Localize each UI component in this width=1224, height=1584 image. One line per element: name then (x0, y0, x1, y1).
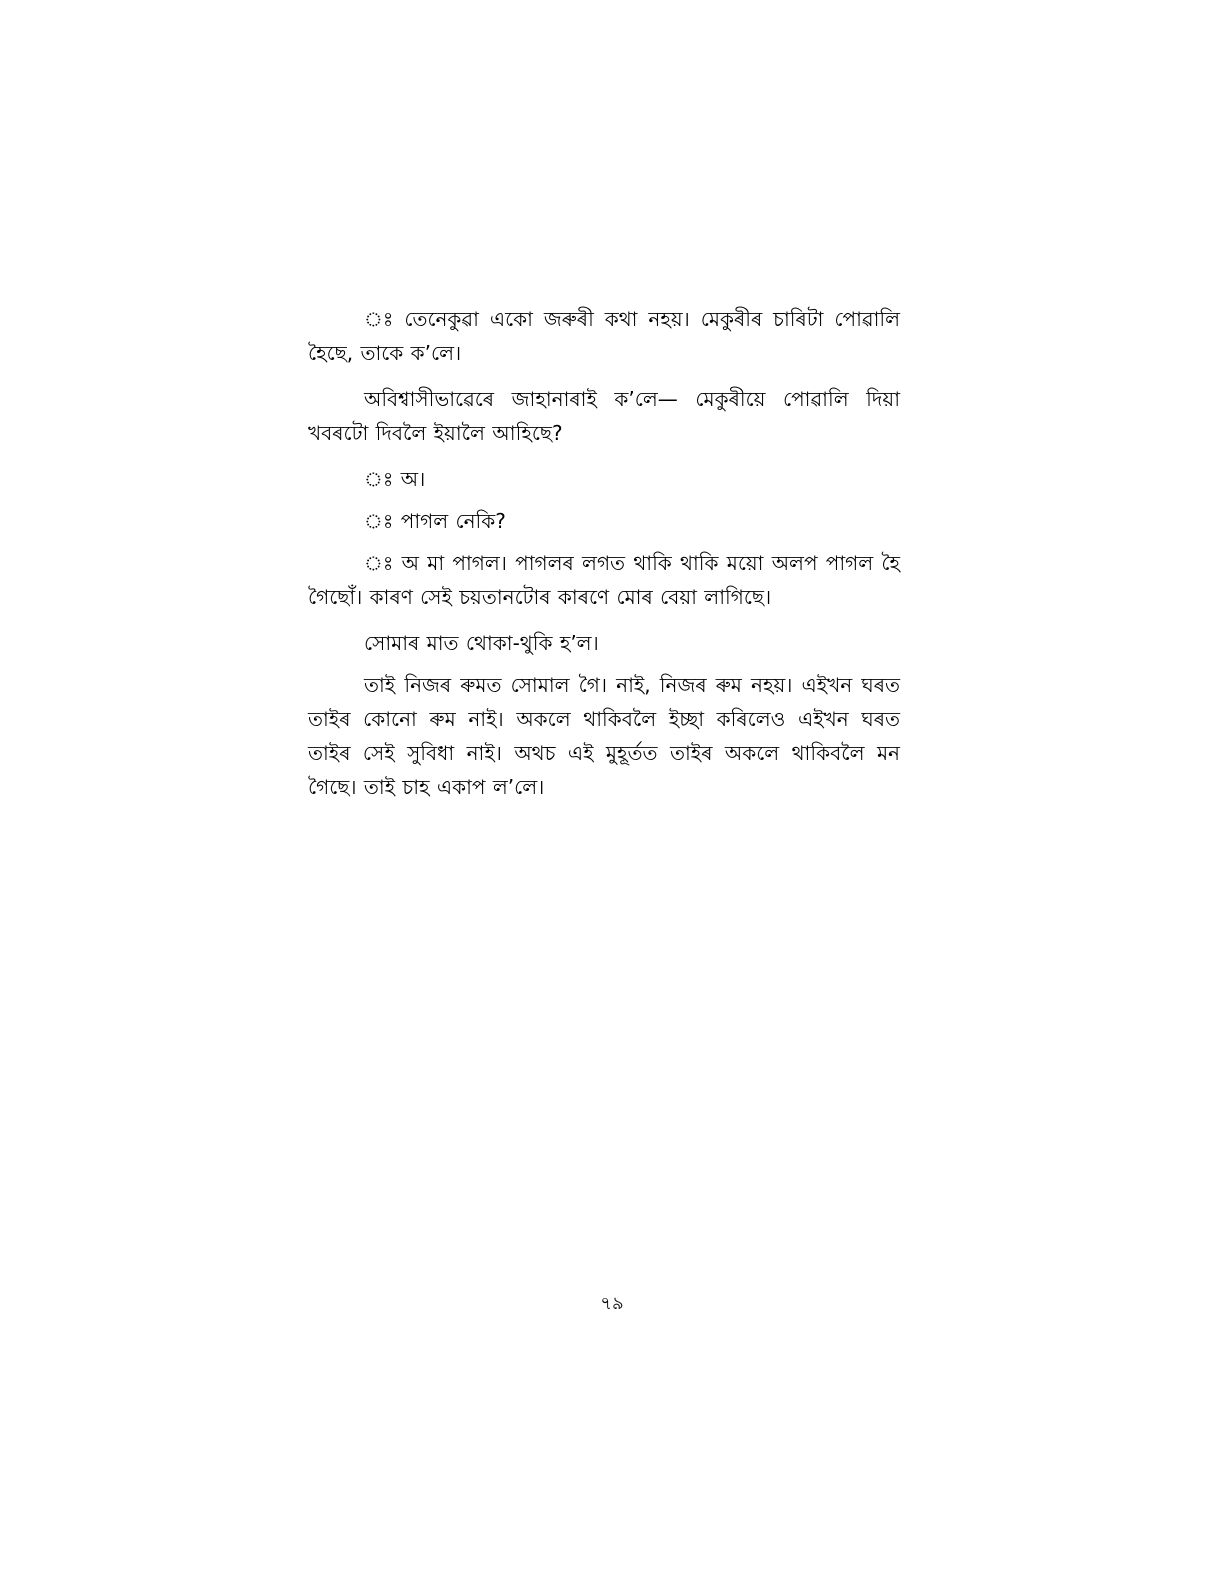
paragraph-2: অবিশ্বাসীভাৱেৰে জাহানাৰাই ক’লে— মেকুৰীয়ে পোৱালি দিয়া খবৰটো দিবলৈ ইয়ালৈ আহিছে? (308, 387, 900, 445)
paragraph-6: সোমাৰ মাত থোকা-থুকি হ’ল। (364, 631, 599, 655)
paragraph-7: তাই নিজৰ ৰুমত সোমাল গৈ। নাই, নিজৰ ৰুম নহয়। এইখন ঘৰত তাইৰ কোনো ৰুম নাই। অকলে থাকিবলৈ ইচ্ছা কৰিলেও এইখন ঘৰত তাইৰ সেই সুবিধা নাই। অথচ এই মুহূৰ্তত তাইৰ অকলে থাকিবলৈ মন গৈছে। তাই চাহ একাপ ল’লে। (308, 673, 900, 799)
page-number: ৭৯ (600, 1293, 624, 1314)
page-body (308, 302, 900, 816)
paragraph-1: ঃ তেনেকুৱা একো জৰুৰী কথা নহয়। মেকুৰীৰ চাৰিটা পোৱালি হৈছে, তাকে ক’লে। (308, 307, 900, 365)
paragraph-5: ঃ অ মা পাগল। পাগলৰ লগত থাকি থাকি ময়ো অলপ পাগল হৈ গৈছোঁ। কাৰণ সেই চয়তানটোৰ কাৰণে মোৰ বেয়া লাগিছে। (308, 551, 900, 609)
paragraph-3: ঃ অ। (364, 467, 426, 491)
paragraph-4: ঃ পাগল নেকি? (364, 509, 506, 533)
